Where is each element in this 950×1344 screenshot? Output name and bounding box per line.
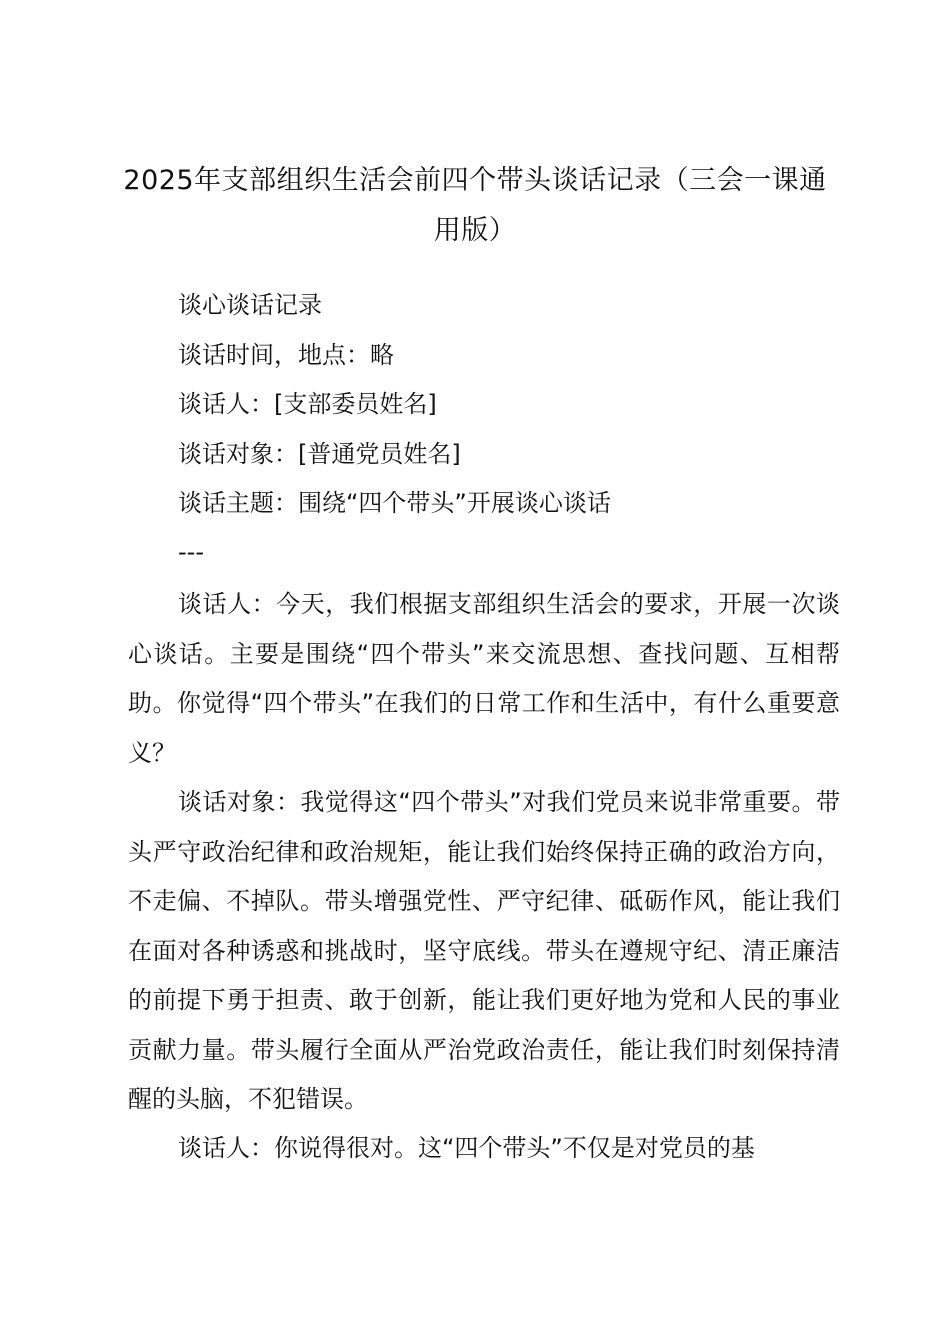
dialogue-paragraph: 谈话人：今天，我们根据支部组织生活会的要求，开展一次谈心谈话。主要是围绕“四个带头”来交流思想、查找问题、互相帮助。你觉得“四个带头”在我们的日常工作和生活中，有什么重要意义？: [128, 590, 840, 767]
dialogue-paragraph: 谈话对象：我觉得这“四个带头”对我们党员来说非常重要。带头严守政治纪律和政治规矩，能让我们始终保持正确的政治方向，不走偏、不掉队。带头增强党性、严守纪律、砥砺作风，能让我们在面对各种诱惑和挑战时，坚守底线。带头在遵规守纪、清正廉洁的前提下勇于担责、敢于创新，能让我们更好地为党和人民的事业贡献力量。带头履行全面从严治党政治责任，能让我们时刻保持清醒的头脑，不犯错误。: [128, 788, 840, 1113]
time-place-line: 谈话时间，地点：略: [178, 341, 394, 369]
document-title: 2025年支部组织生活会前四个带头谈话记录（三会一课通用版）: [123, 165, 827, 246]
topic-line: 谈话主题：围绕“四个带头”开展谈心谈话: [178, 489, 611, 517]
record-heading: 谈心谈话记录: [178, 291, 322, 319]
speaker-line: 谈话人：[支部委员姓名]: [178, 390, 437, 418]
dialogue-paragraph: 谈话人：你说得很对。这“四个带头”不仅是对党员的基: [178, 1134, 755, 1162]
target-line: 谈话对象：[普通党员姓名]: [178, 440, 461, 468]
separator-line: ---: [178, 538, 204, 566]
